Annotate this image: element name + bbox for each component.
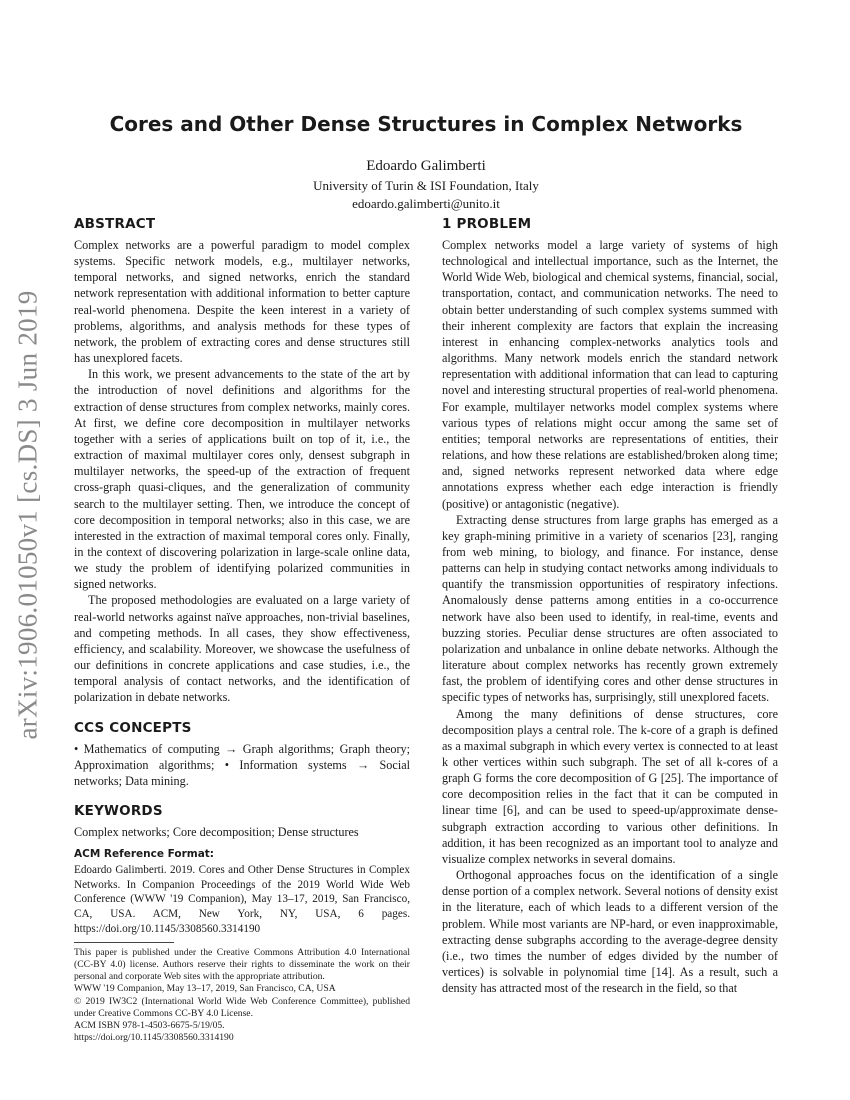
footnote-line: This paper is published under the Creative Commons Attribution 4.0 International (CC-BY 4.0) license. Authors reserve their rights to disseminate the work on their personal and corporate Web sites with the appropriate attribution. bbox=[74, 947, 410, 983]
problem-paragraph: Orthogonal approaches focus on the identification of a single dense portion of a complex network. Several notions of density exist in the literature, each of which leads to a different version of the problem. While most variants are NP-hard, or even inapproximable, extracting dense subgraphs according to the average-degree density (i.e., two times the number of edges divided by the number of vertices) is solvable in polynomial time [14]. As a result, such a density has attracted most of the research in the field, so that bbox=[442, 868, 778, 996]
abstract-section bbox=[74, 216, 410, 706]
footnote-line: © 2019 IW3C2 (International World Wide Web Conference Committee), published under Creative Commons CC-BY 4.0 License. bbox=[74, 995, 410, 1019]
acm-reference-section bbox=[74, 848, 410, 936]
right-column bbox=[442, 216, 778, 996]
ccs-concepts-section bbox=[74, 720, 410, 789]
keywords-text: Complex networks; Core decomposition; Dense structures bbox=[74, 825, 359, 839]
abstract-paragraph: Complex networks are a powerful paradigm to model complex systems. Specific network models, e.g., multilayer networks, temporal networks, and signed networks, enrich the standard network representation with additional information to better capture real-world phenomena. Despite the keen interest in a variety of problems, algorithms, and analysis methods for these types of network, the problem of extracting cores and dense structures still has unexplored facets. bbox=[74, 238, 410, 366]
author-affiliation: University of Turin & ISI Foundation, Italy bbox=[313, 178, 539, 193]
arxiv-sidebar-stamp bbox=[8, 280, 48, 750]
problem-paragraph: Extracting dense structures from large graphs has emerged as a key graph-mining primitive in a variety of scenarios [23], ranging from web mining, to biology, and finance. For instance, dense patterns can help in studying contact networks among individuals to quantify the transmission opportunities of respiratory infections. Anomalously dense patterns among entities in a co-occurrence network have also been used to identify, in real-time, events and buzzing stories. Peculiar dense structures are often associated to polarization and unbalance in online debate networks. Although the literature about complex networks has recently grown extremely fast, the problem of identifying cores and other dense structures in specific types of networks has, surprisingly, still unexplored facets. bbox=[442, 512, 778, 705]
footnote-line: ACM ISBN 978-1-4503-6675-5/19/05. bbox=[74, 1019, 225, 1031]
footnote-divider bbox=[74, 942, 174, 943]
ccs-concepts-text: • Mathematics of computing → Graph algorithms; Graph theory; Approximation algorithms; • Information systems → Social networks; Data mining. bbox=[74, 741, 410, 788]
keywords-section bbox=[74, 803, 410, 840]
acm-reference-text: Edoardo Galimberti. 2019. Cores and Other Dense Structures in Complex Networks. In Companion Proceedings of the 2019 World Wide Web Conference (WWW '19 Companion), May 13–17, 2019, San Francisco, CA, USA. ACM, New York, NY, USA, 6 pages. https://doi.org/10.1145/3308560.3314190 bbox=[74, 864, 410, 935]
paper-header bbox=[74, 112, 778, 214]
left-column bbox=[74, 216, 410, 1044]
footnote-block bbox=[74, 947, 410, 1044]
abstract-paragraph: In this work, we present advancements to the state of the art by the introduction of novel definitions and algorithms for the extraction of dense structures from complex networks, mainly cores. At first, we define core decomposition in multilayer networks together with a series of applications built on top of it, i.e., the extraction of maximal multilayer cores only, densest subgraph in multilayer networks, the speed-up of the extraction of frequent cross-graph quasi-cliques, and the generalization of community search to the multilayer setting. Then, we introduce the concept of core decomposition in temporal networks; also in this case, we are interested in the extraction of maximal temporal cores only. Finally, in the context of discovering polarization in large-scale online data, we study the problem of identifying polarized communities in signed networks. bbox=[74, 367, 410, 592]
abstract-heading: ABSTRACT bbox=[74, 216, 156, 232]
problem-paragraph: Among the many definitions of dense structures, core decomposition plays a central role. The k-core of a graph is defined as a maximal subgraph in which every vertex is connected to at least k other vertices within such subgraph. The set of all k-cores of a graph G forms the core decomposition of G [25]. The importance of core decomposition relies in the fact that it can be computed in linear time [6], and can be used to speed-up/approximate dense-subgraph extraction according to various other definitions. In addition, it has been recognized as an important tool to analyze and visualize complex networks in several domains. bbox=[442, 706, 778, 866]
footnote-line: WWW '19 Companion, May 13–17, 2019, San Francisco, CA, USA bbox=[74, 983, 336, 995]
acm-reference-heading: ACM Reference Format: bbox=[74, 848, 214, 861]
keywords-heading: KEYWORDS bbox=[74, 803, 163, 819]
author-name: Edoardo Galimberti bbox=[366, 158, 486, 174]
problem-paragraph: Complex networks model a large variety of systems of high technological and intellectual importance, such as the Internet, the World Wide Web, biological and chemical systems, financial, social, transportation, contact, and communication networks. The need to obtain better understanding of such complex systems summed with their inherent complexity are factors that explain the increasing interest in enhancing complex-networks analytics tools and algorithms. Many network models enrich the standard network representation with additional information that can lead to capturing novel and interesting structural properties of real-world phenomena. For example, multilayer networks model complex systems where various types of relations might occur among the same set of entities; temporal networks are representations of entities, their relations, and how these relations are established/broken along time; and, signed networks represent networked data where edge annotations express whether each edge interaction is friendly (positive) or antagonistic (negative). bbox=[442, 238, 778, 511]
problem-heading: 1 PROBLEM bbox=[442, 216, 532, 232]
ccs-concepts-heading: CCS CONCEPTS bbox=[74, 719, 192, 736]
author-email[interactable]: edoardo.galimberti@unito.it bbox=[352, 196, 500, 211]
arxiv-id: arXiv:1906.01050v1 [cs.DS] 3 Jun 2019 bbox=[12, 290, 43, 740]
paper-title: Cores and Other Dense Structures in Complex Networks bbox=[109, 112, 743, 136]
abstract-paragraph: The proposed methodologies are evaluated on a large variety of real-world networks against naïve approaches, non-trivial baselines, and competing methods. In all cases, they show effectiveness, efficiency, and scalability. Moreover, we showcase the usefulness of our definitions in concrete applications and case studies, i.e., the temporal analysis of contact networks, and the identification of polarization in debate networks. bbox=[74, 593, 410, 705]
footnote-line[interactable]: https://doi.org/10.1145/3308560.3314190 bbox=[74, 1031, 234, 1043]
